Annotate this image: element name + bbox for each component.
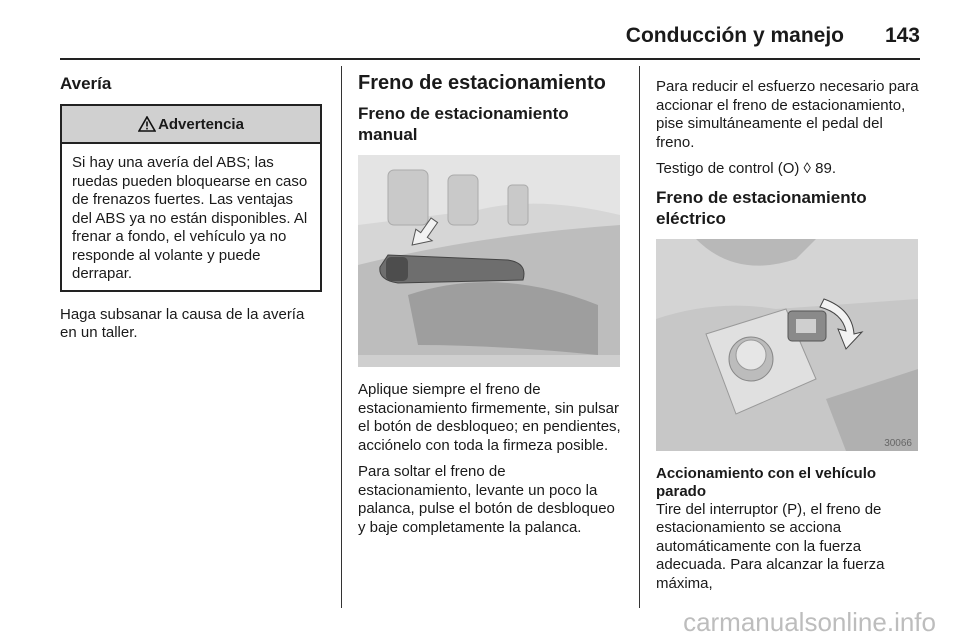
parking-brake-lever-illustration: [358, 155, 620, 367]
figure-manual-parking-brake: [358, 155, 620, 367]
column-divider: [639, 66, 640, 608]
subheading-freno-manual: Freno de estacionamiento manual: [358, 104, 569, 144]
warning-body: [62, 144, 320, 290]
figure-electric-parking-brake: [656, 239, 918, 451]
warning-header: [62, 106, 320, 144]
electric-brake-switch-illustration: [656, 239, 918, 451]
paragraph-testigo: Testigo de control (O) ◊ 89.: [656, 160, 836, 177]
warning-box: [60, 104, 322, 292]
page-number: 143: [884, 24, 920, 47]
section-heading-freno: Freno de estacionamiento: [358, 72, 606, 94]
column-2: [358, 66, 622, 545]
chapter-title: Conducción y manejo: [625, 24, 844, 47]
figure-number: 30066: [884, 437, 912, 449]
paragraph-soltar: Para soltar el freno de estacionamiento, levante un poco la palanca, pulse el botón de desbloqueo y baje completamente la palanca.: [358, 463, 615, 536]
column-3: [656, 66, 920, 601]
paragraph-aplique: Aplique siempre el freno de estacionamiento firmemente, sin pulsar el botón de desbloqueo; en pendientes, acciónelo con toda la firmeza posible.: [358, 381, 621, 454]
subheading-freno-electrico: Freno de estacionamiento eléctrico: [656, 187, 867, 228]
paragraph-interruptor: Tire del interruptor (P), el freno de estacionamiento se acciona automáticamente con la fuerza adecuada. Para alcanzar la fuerza máxima,: [656, 500, 885, 592]
warning-title: Advertencia: [158, 115, 244, 133]
page-header: [60, 14, 920, 60]
section-heading-averia: Avería: [60, 74, 112, 93]
column-1: [60, 66, 324, 351]
paragraph-reducir: Para reducir el esfuerzo necesario para accionar el freno de estacionamiento, pise simultáneamente el pedal del freno.: [656, 78, 919, 151]
watermark: carmanualsonline.info: [683, 607, 936, 637]
paragraph-taller: Haga subsanar la causa de la avería en un taller.: [60, 305, 305, 341]
column-divider: [341, 66, 342, 608]
warning-text: Si hay una avería del ABS; las ruedas pueden bloquearse en caso de frenazos fuertes. Las ventajas del ABS ya no están disponibles. Al frenar a fondo, el vehículo ya no responde al volante y puede derrapar.: [72, 154, 308, 282]
subheading-accionamiento: Accionamiento con el vehículo parado: [656, 464, 877, 500]
warning-triangle-icon: [138, 116, 156, 132]
